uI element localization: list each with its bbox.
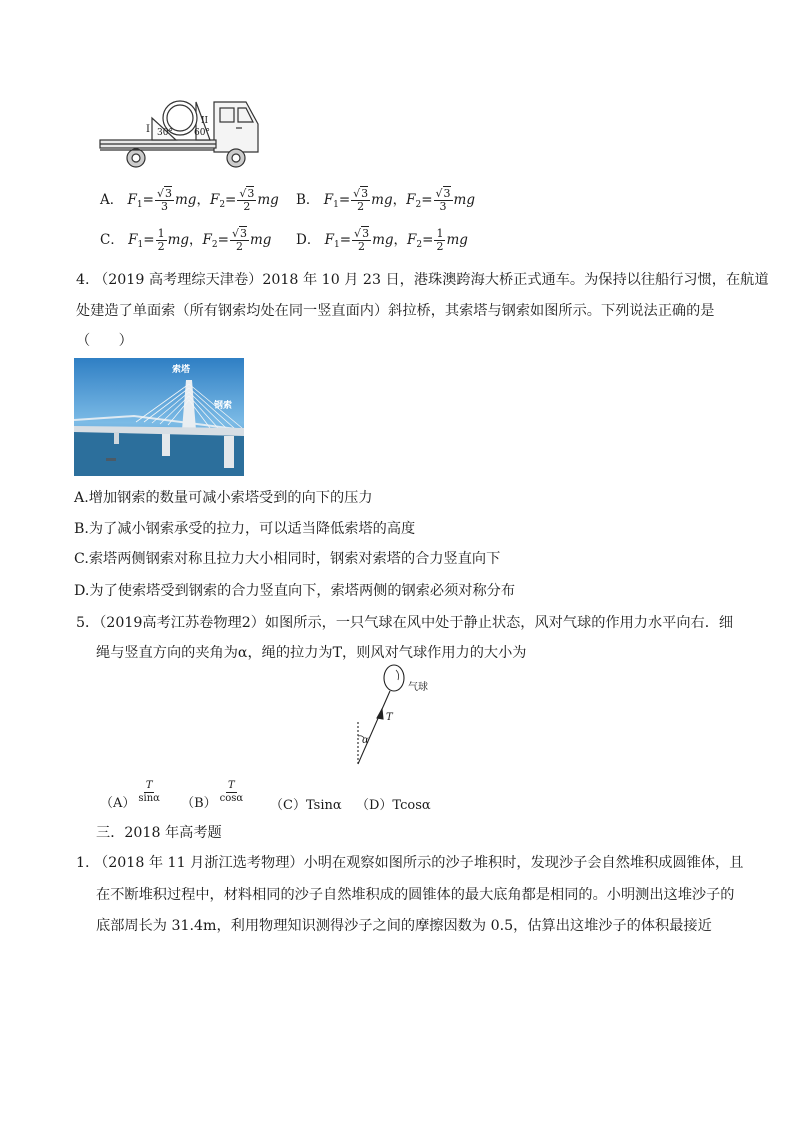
q4-option-a[interactable]: A.增加钢索的数量可减小索塔受到的向下的压力 [74, 490, 373, 506]
q5-option-a[interactable]: （A） $\frac{T}{\sin\alpha}$ [100, 780, 160, 811]
q5-option-c[interactable]: （C）Tsinα [270, 798, 342, 813]
truck-figure [96, 94, 266, 174]
label-tower: 索塔 [172, 365, 191, 375]
q3-option-c[interactable]: C． $F_1=$ $\frac{1}{2}$ mg，$F_2=$ $\frac{√3}{2}$ mg [100, 227, 272, 253]
q4-option-d[interactable]: D.为了使索塔受到钢索的合力竖直向下，索塔两侧的钢索必须对称分布 [74, 583, 516, 599]
label-cable: 钢索 [214, 401, 233, 411]
q5-options [100, 774, 260, 811]
q3-option-a[interactable]: A． $F_1=$ $\frac{√3}{3}$ mg，$F_2=$ $\frac{√3}{2}$ mg [100, 187, 279, 213]
q5-option-d[interactable]: （D）Tcosα [356, 798, 431, 813]
q4-line-3: （ ） [76, 333, 133, 349]
q3-option-b[interactable]: B． $F_1=$ $\frac{√3}{2}$ mg，$F_2=$ $\frac{√3}{3}$ mg [296, 187, 475, 213]
q2018-1-line-2: 在不断堆积过程中，材料相同的沙子自然堆积成的圆锥体的最大底角都是相同的。小明测出这堆沙子的 [96, 887, 735, 903]
section-3-title: 三．2018 年高考题 [96, 825, 222, 841]
q3-option-d[interactable]: D． $F_1=$ $\frac{√3}{2}$ mg，$F_2=$ $\frac{1}{2}$ mg [296, 227, 468, 253]
tension-label: T [386, 712, 393, 723]
q4-option-b[interactable]: B.为了减小钢索承受的拉力，可以适当降低索塔的高度 [74, 521, 416, 537]
angle-label: α [362, 735, 369, 746]
q5-line-1: 5．（2019高考江苏卷物理2）如图所示，一只气球在风中处于静止状态，风对气球的作用力水平向右．细 [76, 615, 734, 631]
balloon-label: 气球 [408, 682, 428, 693]
q4-line-1: 4. （2019 高考理综天津卷）2018 年 10 月 23 日，港珠澳跨海大桥正式通车。为保持以往船行习惯，在航道 [76, 272, 769, 288]
truck-angle-30: 30° [157, 128, 173, 138]
q4-option-c[interactable]: C.索塔两侧钢索对称且拉力大小相同时，钢索对索塔的合力竖直向下 [74, 551, 501, 567]
bridge-illustration [74, 358, 244, 476]
bridge-photo [74, 358, 244, 476]
q2018-1-line-3: 底部周长为 31.4m，利用物理知识测得沙子之间的摩擦因数为 0.5，估算出这堆沙子的体积最接近 [96, 918, 712, 934]
truck-angle-60: 60° [194, 128, 210, 138]
q5-option-b[interactable]: （B） $\frac{T}{\cos\alpha}$ [181, 780, 244, 811]
truck-label-II: II [201, 116, 209, 126]
q2018-1-line-1: 1. （2018 年 11 月浙江选考物理）小明在观察如图所示的沙子堆积时，发现沙子会自然堆积成圆锥体，且 [76, 855, 744, 871]
truck-label-I: I [146, 124, 150, 135]
balloon-figure [352, 662, 412, 768]
q5-line-2: 绳与竖直方向的夹角为α，绳的拉力为T，则风对气球作用力的大小为 [96, 645, 527, 661]
q4-line-2: 处建造了单面索（所有钢索均处在同一竖直面内）斜拉桥，其索塔与钢索如图所示。下列说法正确的是 [76, 303, 715, 319]
